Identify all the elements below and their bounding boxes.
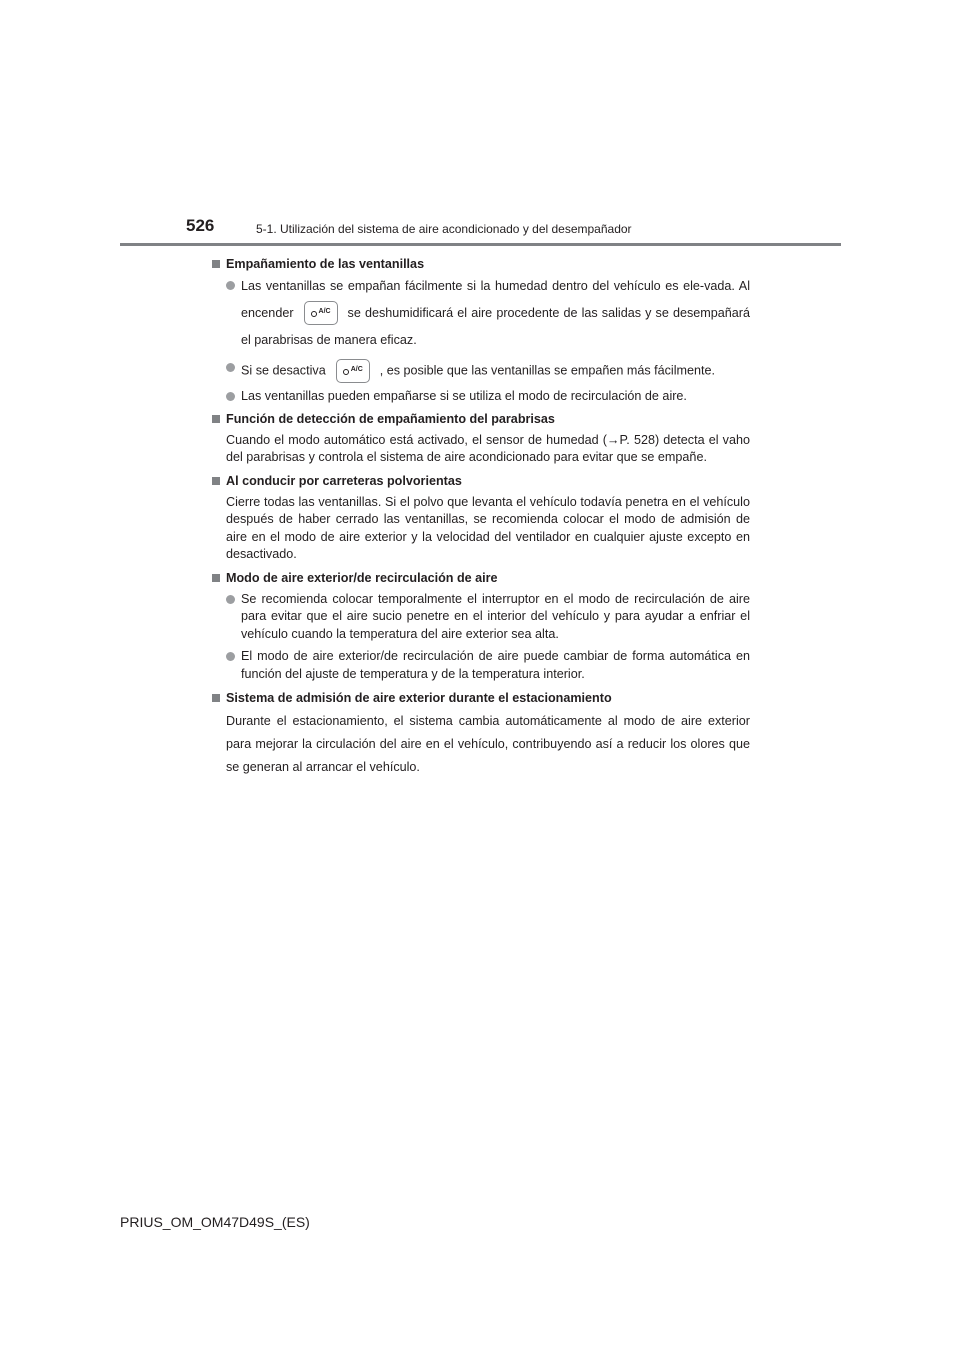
bullet-text: Se recomienda colocar temporalmente el interruptor en el modo de recirculación de aire para evitar que el aire sucio penetre en el interior del vehículo y para ayudar a enfriar el vehículo cuando la temperatura del aire exterior sea alta. bbox=[241, 591, 750, 641]
ac-button-icon bbox=[304, 301, 338, 325]
ac-button-icon bbox=[336, 359, 370, 383]
section-empanamiento bbox=[210, 256, 750, 405]
list-item bbox=[210, 648, 750, 683]
ac-button-label: A/C bbox=[350, 365, 363, 373]
section-heading-text: Modo de aire exterior/de recirculación de aire bbox=[226, 570, 498, 585]
square-bullet-icon bbox=[212, 694, 220, 702]
section-modo-aire bbox=[210, 570, 750, 684]
section-heading-text: Al conducir por carreteras polvorientas bbox=[226, 473, 462, 488]
section-heading bbox=[210, 690, 750, 708]
bullet-text: Las ventanillas pueden empañarse si se utiliza el modo de recirculación de aire. bbox=[241, 388, 687, 403]
bullet-text bbox=[241, 359, 750, 383]
section-heading-text: Sistema de admisión de aire exterior durante el estacionamiento bbox=[226, 690, 612, 705]
bullet-text-before: Las ventanillas se empañan fácilmente si la humedad dentro del vehículo es ele-vada. Al encender bbox=[241, 278, 750, 320]
bullet-text: El modo de aire exterior/de recirculación de aire puede cambiar de forma automática en función del ajuste de temperatura y de la temperatura interior. bbox=[241, 649, 750, 681]
section-paragraph: Durante el estacionamiento, el sistema cambia automáticamente al modo de aire exterior para mejorar la circulación del aire en el vehículo, contribuyendo así a reducir los olores que se generan al arrancar el vehículo. bbox=[226, 714, 750, 775]
list-item bbox=[210, 591, 750, 644]
section-heading bbox=[210, 570, 750, 588]
bullet-text-after: , es posible que las ventanillas se empañen más fácilmente. bbox=[379, 362, 716, 377]
square-bullet-icon bbox=[212, 477, 220, 485]
bullet-text-after: se deshumidificará el aire procedente de las salidas y se desempañará el parabrisas de manera eficaz. bbox=[241, 305, 750, 347]
square-bullet-icon bbox=[212, 260, 220, 268]
list-item bbox=[210, 359, 750, 383]
square-bullet-icon bbox=[212, 415, 220, 423]
indicator-dot-icon bbox=[343, 369, 349, 375]
section-heading bbox=[210, 256, 750, 274]
section-title: 5-1. Utilización del sistema de aire acondicionado y del desempañador bbox=[256, 222, 632, 236]
square-bullet-icon bbox=[212, 574, 220, 582]
document-code: PRIUS_OM_OM47D49S_(ES) bbox=[120, 1214, 310, 1230]
section-heading bbox=[210, 411, 750, 429]
circle-bullet-icon bbox=[226, 363, 235, 372]
section-heading bbox=[210, 473, 750, 491]
indicator-dot-icon bbox=[311, 311, 317, 317]
header-rule bbox=[120, 243, 841, 246]
circle-bullet-icon bbox=[226, 281, 235, 290]
circle-bullet-icon bbox=[226, 595, 235, 604]
section-paragraph: Cuando el modo automático está activado, el sensor de humedad (→P. 528) detecta el vaho del parabrisas y controla el sistema de aire acondicionado para evitar que se empañe. bbox=[226, 432, 750, 465]
list-item bbox=[210, 388, 750, 406]
section-carreteras-polvorientas bbox=[210, 473, 750, 564]
list-item bbox=[210, 277, 750, 354]
section-heading-text: Empañamiento de las ventanillas bbox=[226, 257, 425, 271]
ac-button-label: A/C bbox=[318, 308, 331, 316]
section-admision-estacionamiento bbox=[210, 690, 750, 780]
page-content bbox=[210, 256, 750, 785]
bullet-text bbox=[241, 273, 750, 354]
circle-bullet-icon bbox=[226, 392, 235, 401]
page-number: 526 bbox=[186, 216, 215, 235]
bullet-text-before: Si se desactiva bbox=[241, 362, 326, 377]
circle-bullet-icon bbox=[226, 652, 235, 661]
section-heading-text: Función de detección de empañamiento del parabrisas bbox=[226, 412, 555, 427]
section-paragraph: Cierre todas las ventanillas. Si el polvo que levanta el vehículo todavía penetra en el vehículo después de haber cerrado las ventanillas, se recomienda colocar el modo de admisión de aire en el modo de aire exterior y la velocidad del ventilador en cualquier ajuste excepto en desactivado. bbox=[226, 494, 750, 562]
section-deteccion-empanamiento bbox=[210, 411, 750, 467]
